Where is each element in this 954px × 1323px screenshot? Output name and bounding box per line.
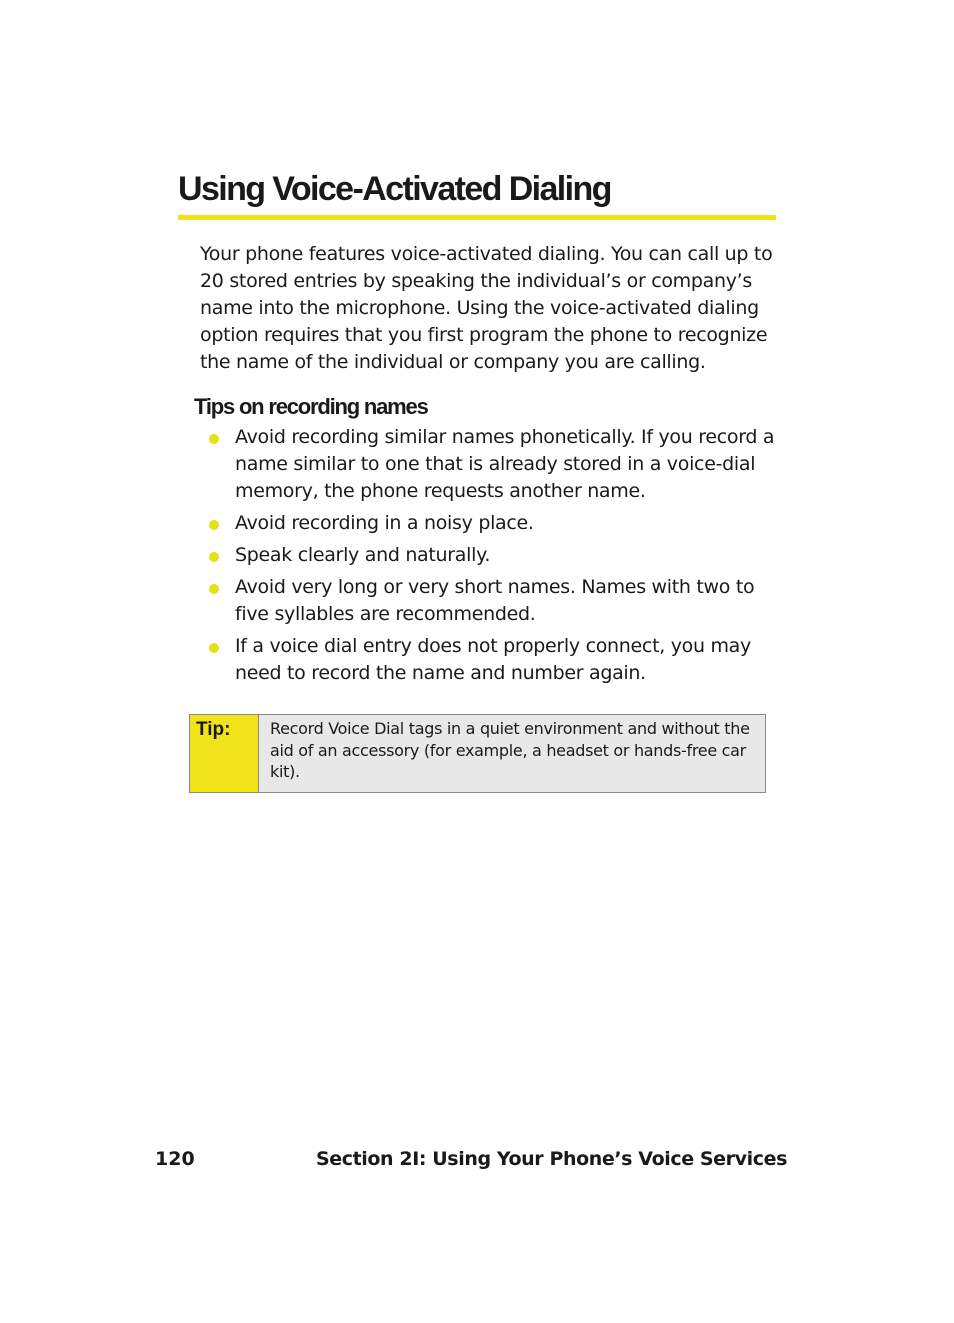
tip-callout: [189, 714, 766, 793]
tips-list: [200, 424, 780, 692]
tip-text: If a voice dial entry does not properly connect, you may need to record the name and number again.: [235, 635, 751, 684]
list-item: [200, 510, 780, 537]
list-item: [200, 633, 780, 687]
page-number: 120: [155, 1148, 195, 1170]
tip-callout-text: Record Voice Dial tags in a quiet environment and without the aid of an accessory (for example, a headset or hands-free car kit).: [270, 719, 750, 781]
tip-text: Avoid recording in a noisy place.: [235, 512, 534, 534]
page-title: Using Voice-Activated Dialing: [178, 170, 611, 208]
bullet-icon: [209, 520, 219, 530]
list-item: [200, 542, 780, 569]
subheading-tips: Tips on recording names: [194, 394, 428, 419]
list-item: [200, 574, 780, 628]
bullet-icon: [209, 584, 219, 594]
tip-label-cell: [190, 715, 259, 792]
title-underline: [178, 215, 776, 220]
list-item: [200, 424, 780, 505]
bullet-icon: [209, 434, 219, 444]
section-title-footer: Section 2I: Using Your Phone’s Voice Services: [315, 1148, 787, 1170]
bullet-icon: [209, 552, 219, 562]
intro-paragraph: Your phone features voice-activated dialing. You can call up to 20 stored entries by speaking the individual’s or company’s name into the microphone. Using the voice-activated dialing option requires that you first program the phone to recognize the name of the individual or company you are calling.: [200, 243, 773, 373]
tip-text: Speak clearly and naturally.: [235, 544, 491, 566]
tip-text: Avoid recording similar names phonetically. If you record a name similar to one that is already stored in a voice-dial memory, the phone requests another name.: [235, 426, 775, 502]
bullet-icon: [209, 643, 219, 653]
tip-text-cell: [259, 715, 765, 792]
tip-label: Tip:: [196, 719, 231, 740]
tip-text: Avoid very long or very short names. Names with two to five syllables are recommended.: [235, 576, 755, 625]
